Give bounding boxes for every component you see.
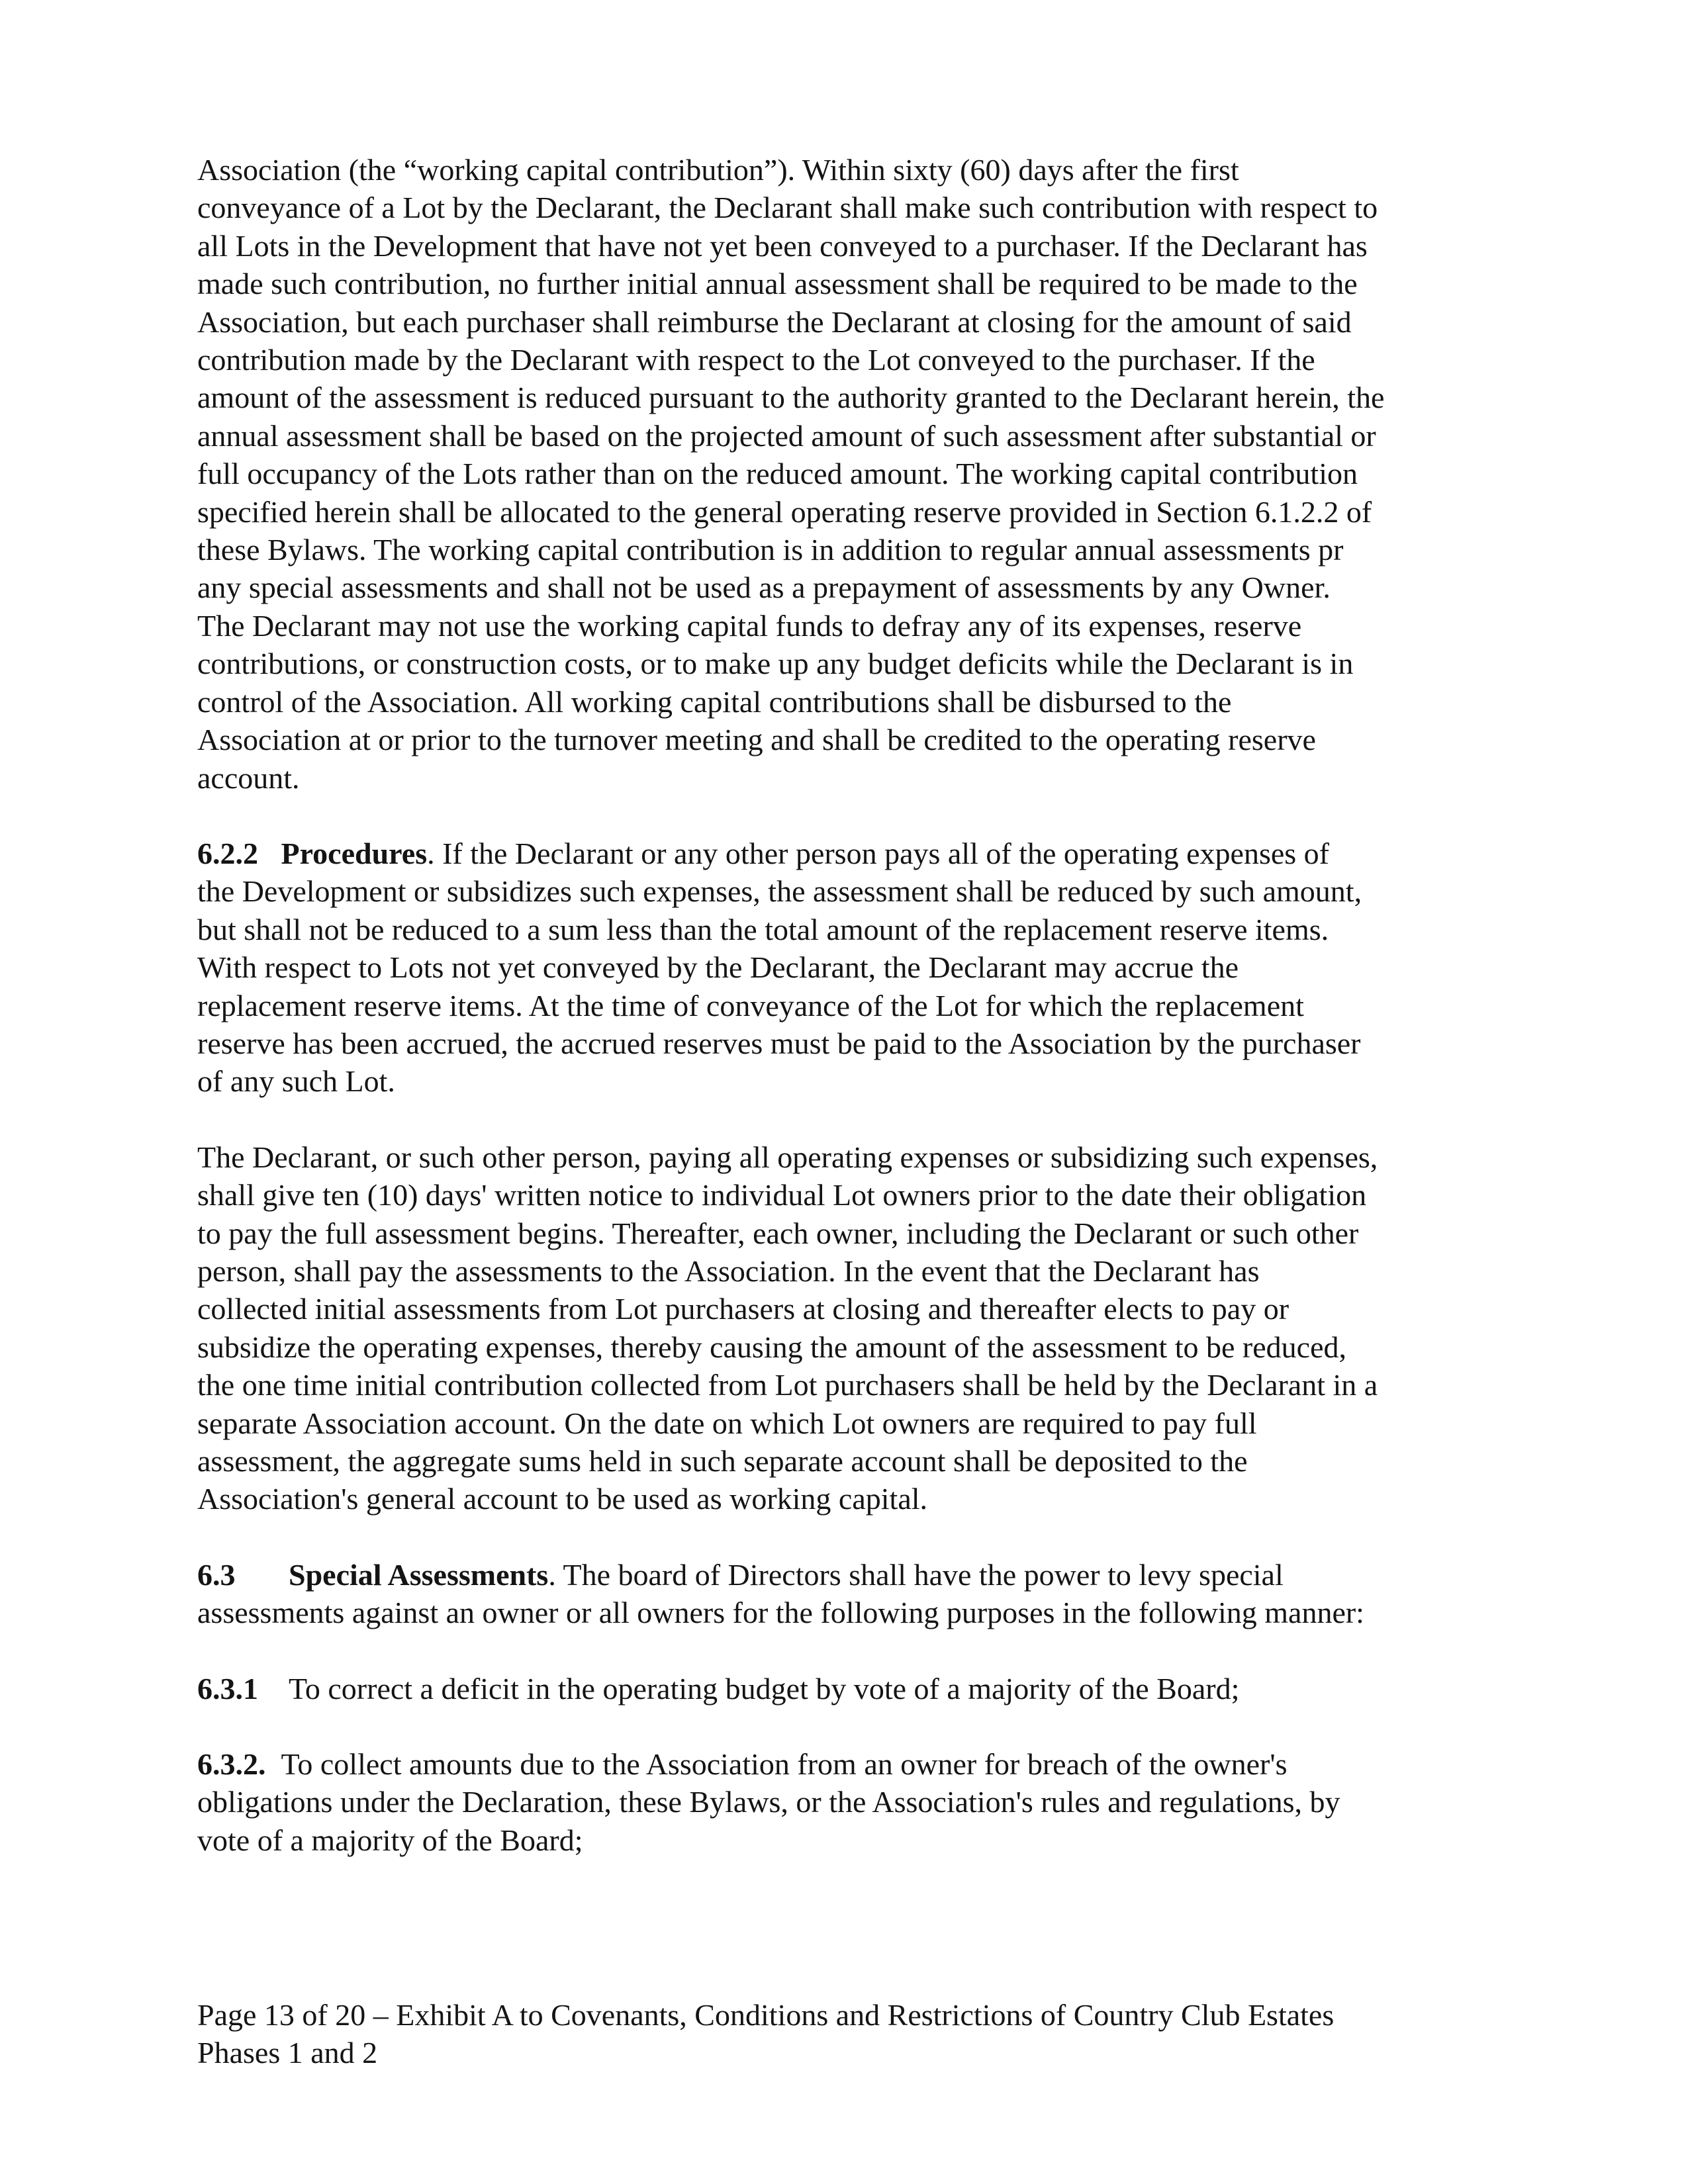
section-number: 6.3 xyxy=(197,1557,236,1592)
text-line: amount of the assessment is reduced pursuant to the authority granted to the Declarant herein, the xyxy=(197,381,1385,415)
section-first-line xyxy=(197,1556,1508,1594)
text-line: subsidize the operating expenses, thereby causing the amount of the assessment to be reduced, xyxy=(197,1330,1346,1364)
section-text: To correct a deficit in the operating budget by vote of a majority of the Board; xyxy=(289,1671,1240,1706)
text-line: separate Association account. On the date on which Lot owners are required to pay full xyxy=(197,1406,1257,1440)
text-line: but shall not be reduced to a sum less than the total amount of the replacement reserve items. xyxy=(197,912,1329,946)
section-6-3-special-assessments xyxy=(197,1556,1508,1632)
text-line: conveyance of a Lot by the Declarant, the Declarant shall make such contribution with respect to xyxy=(197,191,1378,225)
text-line: made such contribution, no further initial annual assessment shall be required to be made to the xyxy=(197,267,1358,301)
text-line: The Declarant, or such other person, paying all operating expenses or subsidizing such expenses, xyxy=(197,1140,1378,1174)
text-line: Association's general account to be used as working capital. xyxy=(197,1482,928,1516)
text-line: collected initial assessments from Lot purchasers at closing and thereafter elects to pay or xyxy=(197,1292,1289,1326)
text-line: With respect to Lots not yet conveyed by the Declarant, the Declarant may accrue the xyxy=(197,950,1239,985)
text-line: control of the Association. All working capital contributions shall be disbursed to the xyxy=(197,684,1232,719)
section-number: 6.3.2. xyxy=(197,1747,266,1782)
text-line: assessment, the aggregate sums held in such separate account shall be deposited to the xyxy=(197,1444,1248,1478)
text-line: all Lots in the Development that have not yet been conveyed to a purchaser. If the Declarant has xyxy=(197,228,1368,263)
section-first-line xyxy=(197,1745,1508,1783)
text-line: obligations under the Declaration, these Bylaws, or the Association's rules and regulations, by xyxy=(197,1785,1340,1819)
text-line: of any such Lot. xyxy=(197,1064,395,1099)
section-6-3-1 xyxy=(197,1670,1508,1707)
paragraph-spacer xyxy=(197,1518,1508,1556)
section-heading: Special Assessments xyxy=(289,1557,549,1592)
text-line: the Development or subsidizes such expenses, the assessment shall be reduced by such amount, xyxy=(197,874,1362,909)
document-body xyxy=(197,151,1508,1859)
text-line: Association at or prior to the turnover meeting and shall be credited to the operating reserve xyxy=(197,723,1316,757)
text-line: Association, but each purchaser shall reimburse the Declarant at closing for the amount of said xyxy=(197,304,1352,339)
section-first-line-text: . The board of Directors shall have the power to levy special xyxy=(548,1557,1284,1592)
footer-line: Phases 1 and 2 xyxy=(197,2036,378,2070)
text-line: annual assessment shall be based on the projected amount of such assessment after substantial or xyxy=(197,418,1376,453)
text-line: Association (the “working capital contribution”). Within sixty (60) days after the first xyxy=(197,153,1239,187)
text-line: assessments against an owner or all owners for the following purposes in the following manner: xyxy=(197,1596,1364,1630)
text-line: replacement reserve items. At the time of conveyance of the Lot for which the replacement xyxy=(197,988,1304,1023)
text-line: The Declarant may not use the working capital funds to defray any of its expenses, reserve xyxy=(197,608,1302,643)
paragraph-spacer xyxy=(197,1707,1508,1745)
section-number: 6.3.1 xyxy=(197,1671,258,1706)
working-capital-paragraph xyxy=(197,151,1508,797)
section-first-line xyxy=(197,1670,1508,1707)
paragraph-spacer xyxy=(197,797,1508,835)
text-line: full occupancy of the Lots rather than on the reduced amount. The working capital contribution xyxy=(197,457,1358,491)
text-line: shall give ten (10) days' written notice to individual Lot owners prior to the date their obligation xyxy=(197,1178,1367,1212)
paragraph-spacer xyxy=(197,1101,1508,1138)
section-first-line-text: To collect amounts due to the Association from an owner for breach of the owner's xyxy=(281,1747,1288,1782)
text-line: vote of a majority of the Board; xyxy=(197,1823,583,1857)
section-6-2-2-procedures xyxy=(197,835,1508,1101)
section-number: 6.2.2 xyxy=(197,836,258,870)
text-line: any special assessments and shall not be used as a prepayment of assessments by any Owner. xyxy=(197,570,1331,605)
footer-line: Page 13 of 20 – Exhibit A to Covenants, Conditions and Restrictions of Country Club Estates xyxy=(197,1998,1335,2032)
declarant-notice-paragraph xyxy=(197,1138,1508,1518)
text-line: the one time initial contribution collected from Lot purchasers shall be held by the Declarant in a xyxy=(197,1368,1378,1402)
section-6-3-2 xyxy=(197,1745,1508,1859)
page-footer xyxy=(197,1996,1508,2071)
text-line: contributions, or construction costs, or to make up any budget deficits while the Declarant is in xyxy=(197,647,1354,681)
text-line: these Bylaws. The working capital contribution is in addition to regular annual assessments pr xyxy=(197,533,1344,567)
text-line: specified herein shall be allocated to the general operating reserve provided in Section 6.1.2.2 of xyxy=(197,494,1372,529)
text-line: person, shall pay the assessments to the Association. In the event that the Declarant has xyxy=(197,1253,1260,1288)
text-line: contribution made by the Declarant with respect to the Lot conveyed to the purchaser. If the xyxy=(197,343,1315,377)
paragraph-spacer xyxy=(197,1632,1508,1670)
text-line: to pay the full assessment begins. Thereafter, each owner, including the Declarant or such other xyxy=(197,1216,1359,1250)
section-first-line xyxy=(197,835,1508,872)
text-line: account. xyxy=(197,760,300,795)
section-heading: Procedures xyxy=(281,836,428,870)
text-line: reserve has been accrued, the accrued reserves must be paid to the Association by the purchaser xyxy=(197,1026,1361,1060)
section-first-line-text: . If the Declarant or any other person pays all of the operating expenses of xyxy=(427,836,1329,870)
